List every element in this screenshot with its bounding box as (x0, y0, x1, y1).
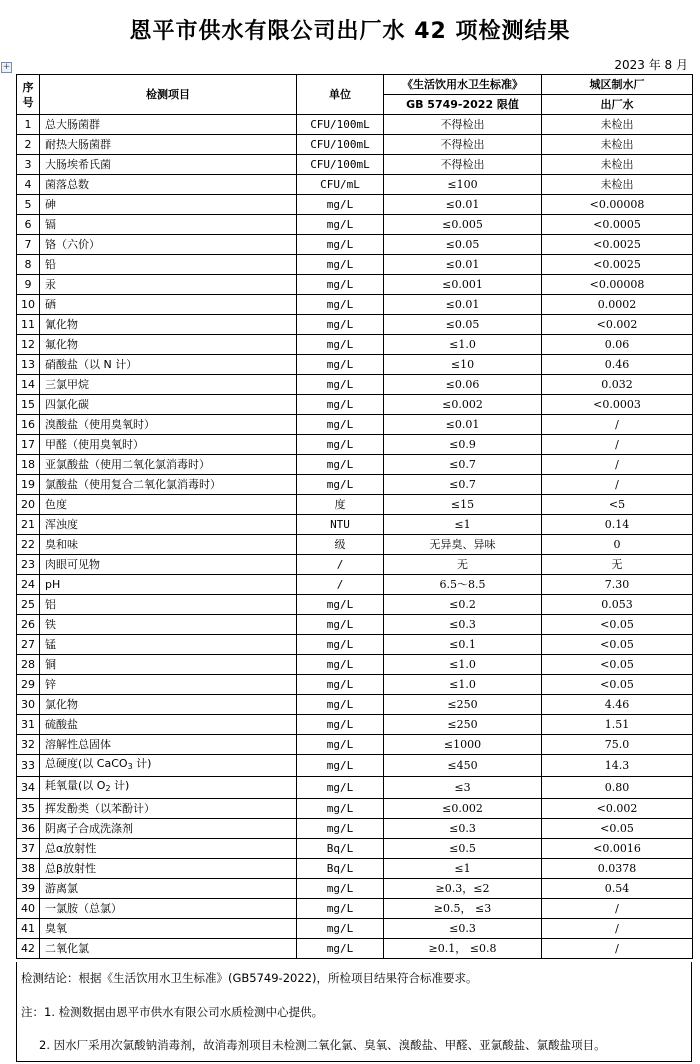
table-row (17, 415, 693, 435)
row-unit: mg/L (297, 675, 384, 695)
table-row (17, 919, 693, 939)
row-limit: ≤0.01 (384, 195, 542, 215)
row-number: 14 (17, 375, 40, 395)
row-limit: ≤0.2 (384, 595, 542, 615)
row-result: <0.05 (542, 819, 693, 839)
row-unit: Bq/L (297, 859, 384, 879)
row-result: 75.0 (542, 735, 693, 755)
row-limit: 不得检出 (384, 155, 542, 175)
row-limit: ≤0.002 (384, 395, 542, 415)
header-standard-line2: GB 5749-2022 限值 (384, 95, 542, 115)
row-limit: 无 (384, 555, 542, 575)
row-result: <0.00008 (542, 275, 693, 295)
header-unit: 单位 (297, 75, 384, 115)
row-limit: ≤0.01 (384, 415, 542, 435)
row-result: 未检出 (542, 155, 693, 175)
table-row (17, 595, 693, 615)
row-item: 甲醛（使用臭氧时） (40, 435, 297, 455)
row-limit: ≤0.01 (384, 255, 542, 275)
row-item: 肉眼可见物 (40, 555, 297, 575)
row-number: 9 (17, 275, 40, 295)
row-unit: mg/L (297, 275, 384, 295)
table-row (17, 155, 693, 175)
row-limit: ≤0.005 (384, 215, 542, 235)
row-limit: ≤0.5 (384, 839, 542, 859)
row-item: 铅 (40, 255, 297, 275)
table-row (17, 859, 693, 879)
row-result: / (542, 435, 693, 455)
row-item: 游离氯 (40, 879, 297, 899)
row-limit: ≤1 (384, 859, 542, 879)
row-unit: mg/L (297, 777, 384, 799)
row-result: <0.00008 (542, 195, 693, 215)
row-unit: mg/L (297, 635, 384, 655)
row-number: 6 (17, 215, 40, 235)
row-limit: ≤0.002 (384, 799, 542, 819)
row-result: / (542, 415, 693, 435)
row-item: 锌 (40, 675, 297, 695)
row-limit: ≤0.001 (384, 275, 542, 295)
row-number: 17 (17, 435, 40, 455)
row-limit: ≤0.9 (384, 435, 542, 455)
row-number: 18 (17, 455, 40, 475)
row-result: 14.3 (542, 755, 693, 777)
row-limit: 无异臭、异味 (384, 535, 542, 555)
row-item: 氯酸盐（使用复合二氧化氯消毒时） (40, 475, 297, 495)
row-limit: ≤0.3 (384, 615, 542, 635)
note-2: 2. 因水厂采用次氯酸钠消毒剂，故消毒剂项目未检测二氧化氯、臭氧、溴酸盐、甲醛、亚氯酸盐、氯酸盐项目。 (39, 1038, 606, 1052)
row-item: 耗氧量(以 $O_2$ 计) (40, 777, 297, 799)
row-unit: mg/L (297, 335, 384, 355)
row-number: 42 (17, 939, 40, 959)
header-standard-line1: 《生活饮用水卫生标准》 (384, 75, 542, 95)
row-number: 13 (17, 355, 40, 375)
row-number: 2 (17, 135, 40, 155)
table-row (17, 275, 693, 295)
table-row (17, 495, 693, 515)
row-limit: ≤1 (384, 515, 542, 535)
row-result: <0.002 (542, 799, 693, 819)
table-row (17, 819, 693, 839)
row-unit: mg/L (297, 919, 384, 939)
header-item: 检测项目 (40, 75, 297, 115)
row-unit: mg/L (297, 475, 384, 495)
row-unit: mg/L (297, 415, 384, 435)
row-unit: mg/L (297, 355, 384, 375)
row-number: 31 (17, 715, 40, 735)
table-row (17, 255, 693, 275)
row-result: <5 (542, 495, 693, 515)
row-number: 19 (17, 475, 40, 495)
row-item: 四氯化碳 (40, 395, 297, 415)
row-number: 7 (17, 235, 40, 255)
row-unit: CFU/mL (297, 175, 384, 195)
table-row (17, 575, 693, 595)
row-unit: mg/L (297, 435, 384, 455)
table-row (17, 675, 693, 695)
row-limit: ≤10 (384, 355, 542, 375)
row-result: 0.80 (542, 777, 693, 799)
row-item: 臭和味 (40, 535, 297, 555)
row-result: 0.46 (542, 355, 693, 375)
table-row (17, 777, 693, 799)
row-limit: ≤0.05 (384, 235, 542, 255)
row-unit: mg/L (297, 695, 384, 715)
row-number: 22 (17, 535, 40, 555)
table-row (17, 435, 693, 455)
row-item: 总硬度(以 CaCO$_3$ 计) (40, 755, 297, 777)
row-item: 总α放射性 (40, 839, 297, 859)
row-result: / (542, 899, 693, 919)
table-row (17, 655, 693, 675)
row-result: <0.05 (542, 675, 693, 695)
row-result: 7.30 (542, 575, 693, 595)
table-row (17, 735, 693, 755)
row-unit: mg/L (297, 295, 384, 315)
row-number: 33 (17, 755, 40, 777)
row-number: 35 (17, 799, 40, 819)
table-row (17, 615, 693, 635)
row-number: 4 (17, 175, 40, 195)
row-number: 21 (17, 515, 40, 535)
table-row (17, 195, 693, 215)
row-limit: ≤0.05 (384, 315, 542, 335)
row-item: 阴离子合成洗涤剂 (40, 819, 297, 839)
row-number: 27 (17, 635, 40, 655)
row-result: 无 (542, 555, 693, 575)
row-unit: mg/L (297, 879, 384, 899)
row-limit: ≤0.01 (384, 295, 542, 315)
row-result: 1.51 (542, 715, 693, 735)
row-result: 未检出 (542, 135, 693, 155)
table-row (17, 839, 693, 859)
row-limit: ≤0.3 (384, 819, 542, 839)
row-unit: / (297, 575, 384, 595)
row-limit: ≤1.0 (384, 655, 542, 675)
row-unit: mg/L (297, 939, 384, 959)
row-item: 耐热大肠菌群 (40, 135, 297, 155)
row-item: 锰 (40, 635, 297, 655)
row-item: 亚氯酸盐（使用二氧化氯消毒时） (40, 455, 297, 475)
row-limit: ≤0.1 (384, 635, 542, 655)
row-number: 36 (17, 819, 40, 839)
row-item: 溶解性总固体 (40, 735, 297, 755)
row-number: 24 (17, 575, 40, 595)
row-item: 硫酸盐 (40, 715, 297, 735)
row-unit: mg/L (297, 375, 384, 395)
row-item: 铬（六价） (40, 235, 297, 255)
row-unit: mg/L (297, 195, 384, 215)
row-unit: mg/L (297, 235, 384, 255)
row-number: 25 (17, 595, 40, 615)
row-item: 镉 (40, 215, 297, 235)
row-limit: ≤250 (384, 695, 542, 715)
row-result: 0.053 (542, 595, 693, 615)
table-row (17, 475, 693, 495)
row-number: 30 (17, 695, 40, 715)
table-row (17, 879, 693, 899)
row-unit: mg/L (297, 455, 384, 475)
table-row (17, 235, 693, 255)
row-result: 0.032 (542, 375, 693, 395)
header-plant-line1: 城区制水厂 (542, 75, 693, 95)
row-limit: ≤1.0 (384, 675, 542, 695)
report-date: 2023 年 8 月 (614, 58, 688, 72)
row-unit: mg/L (297, 395, 384, 415)
row-result: 0 (542, 535, 693, 555)
row-result: / (542, 475, 693, 495)
row-number: 10 (17, 295, 40, 315)
table-row (17, 715, 693, 735)
report-footer (16, 962, 692, 1062)
row-number: 38 (17, 859, 40, 879)
row-limit: 不得检出 (384, 115, 542, 135)
row-result: / (542, 939, 693, 959)
row-result: 未检出 (542, 115, 693, 135)
row-item: 铁 (40, 615, 297, 635)
row-limit: ≤15 (384, 495, 542, 515)
results-table-body (17, 115, 693, 959)
table-row (17, 555, 693, 575)
row-unit: mg/L (297, 819, 384, 839)
row-item: 浑浊度 (40, 515, 297, 535)
note-1: 注：1. 检测数据由恩平市供水有限公司水质检测中心提供。 (21, 1005, 324, 1019)
row-unit: mg/L (297, 755, 384, 777)
row-number: 20 (17, 495, 40, 515)
row-unit: CFU/100mL (297, 115, 384, 135)
row-number: 41 (17, 919, 40, 939)
table-row (17, 375, 693, 395)
table-row (17, 135, 693, 155)
row-number: 1 (17, 115, 40, 135)
row-number: 5 (17, 195, 40, 215)
row-number: 3 (17, 155, 40, 175)
row-number: 37 (17, 839, 40, 859)
row-item: 挥发酚类（以苯酚计） (40, 799, 297, 819)
row-item: 三氯甲烷 (40, 375, 297, 395)
table-row (17, 535, 693, 555)
row-unit: mg/L (297, 215, 384, 235)
row-unit: mg/L (297, 315, 384, 335)
row-unit: Bq/L (297, 839, 384, 859)
table-row (17, 115, 693, 135)
row-result: <0.002 (542, 315, 693, 335)
row-result: 0.14 (542, 515, 693, 535)
table-row (17, 755, 693, 777)
row-limit: ≤0.7 (384, 475, 542, 495)
row-item: 硒 (40, 295, 297, 315)
table-row (17, 355, 693, 375)
row-result: <0.0025 (542, 235, 693, 255)
row-result: / (542, 919, 693, 939)
row-result: <0.0025 (542, 255, 693, 275)
table-move-handle-icon[interactable]: + (2, 62, 11, 72)
row-item: 氟化物 (40, 335, 297, 355)
table-row (17, 799, 693, 819)
table-row (17, 455, 693, 475)
table-row (17, 395, 693, 415)
row-number: 23 (17, 555, 40, 575)
row-limit: ≤250 (384, 715, 542, 735)
row-unit: mg/L (297, 715, 384, 735)
header-seq: 序号 (17, 75, 40, 115)
row-item: 砷 (40, 195, 297, 215)
row-item: 总β放射性 (40, 859, 297, 879)
row-result: 0.0002 (542, 295, 693, 315)
header-plant-line2: 出厂水 (542, 95, 693, 115)
row-limit: ≤0.7 (384, 455, 542, 475)
row-unit: / (297, 555, 384, 575)
page-title: 恩平市供水有限公司出厂水 42 项检测结果 (129, 19, 571, 44)
row-limit: ≥0.5， ≤3 (384, 899, 542, 919)
row-limit: ≤100 (384, 175, 542, 195)
row-item: 大肠埃希氏菌 (40, 155, 297, 175)
table-row (17, 335, 693, 355)
row-number: 16 (17, 415, 40, 435)
row-number: 26 (17, 615, 40, 635)
row-limit: ≤1000 (384, 735, 542, 755)
row-item: 硝酸盐（以 N 计） (40, 355, 297, 375)
results-table (16, 74, 693, 959)
row-unit: CFU/100mL (297, 155, 384, 175)
row-result: 未检出 (542, 175, 693, 195)
row-number: 8 (17, 255, 40, 275)
row-result: 0.54 (542, 879, 693, 899)
table-row (17, 215, 693, 235)
table-row (17, 175, 693, 195)
row-unit: mg/L (297, 899, 384, 919)
row-result: 0.06 (542, 335, 693, 355)
row-result: 4.46 (542, 695, 693, 715)
row-item: 色度 (40, 495, 297, 515)
row-number: 15 (17, 395, 40, 415)
table-row (17, 695, 693, 715)
row-limit: ≤0.06 (384, 375, 542, 395)
row-number: 32 (17, 735, 40, 755)
row-item: 臭氧 (40, 919, 297, 939)
row-item: 总大肠菌群 (40, 115, 297, 135)
row-limit: 不得检出 (384, 135, 542, 155)
table-row (17, 899, 693, 919)
table-row (17, 515, 693, 535)
row-number: 34 (17, 777, 40, 799)
row-result: <0.05 (542, 635, 693, 655)
row-result: <0.0016 (542, 839, 693, 859)
row-number: 12 (17, 335, 40, 355)
row-unit: 度 (297, 495, 384, 515)
row-item: 铜 (40, 655, 297, 675)
row-unit: mg/L (297, 255, 384, 275)
row-limit: ≤1.0 (384, 335, 542, 355)
row-limit: ≤450 (384, 755, 542, 777)
row-result: / (542, 455, 693, 475)
row-unit: NTU (297, 515, 384, 535)
row-result: <0.0003 (542, 395, 693, 415)
row-limit: ≥0.3，≤2 (384, 879, 542, 899)
row-number: 11 (17, 315, 40, 335)
row-result: <0.05 (542, 615, 693, 635)
row-item: 氯化物 (40, 695, 297, 715)
table-row (17, 295, 693, 315)
row-limit: ≥0.1， ≤0.8 (384, 939, 542, 959)
row-item: 菌落总数 (40, 175, 297, 195)
row-item: 氰化物 (40, 315, 297, 335)
row-unit: 级 (297, 535, 384, 555)
row-item: pH (40, 575, 297, 595)
row-number: 39 (17, 879, 40, 899)
row-item: 汞 (40, 275, 297, 295)
table-row (17, 939, 693, 959)
table-row (17, 635, 693, 655)
row-result: <0.05 (542, 655, 693, 675)
row-item: 二氧化氯 (40, 939, 297, 959)
row-limit: 6.5～8.5 (384, 575, 542, 595)
row-item: 铝 (40, 595, 297, 615)
row-result: 0.0378 (542, 859, 693, 879)
row-item: 溴酸盐（使用臭氧时） (40, 415, 297, 435)
table-row (17, 315, 693, 335)
row-number: 40 (17, 899, 40, 919)
row-unit: mg/L (297, 735, 384, 755)
conclusion-text: 检测结论：根据《生活饮用水卫生标准》(GB5749-2022)，所检项目结果符合标准要求。 (21, 971, 478, 985)
row-unit: CFU/100mL (297, 135, 384, 155)
row-limit: ≤3 (384, 777, 542, 799)
row-item: 一氯胺（总氯） (40, 899, 297, 919)
row-unit: mg/L (297, 595, 384, 615)
row-result: <0.0005 (542, 215, 693, 235)
row-number: 29 (17, 675, 40, 695)
row-unit: mg/L (297, 799, 384, 819)
row-unit: mg/L (297, 655, 384, 675)
row-limit: ≤0.3 (384, 919, 542, 939)
row-unit: mg/L (297, 615, 384, 635)
row-number: 28 (17, 655, 40, 675)
